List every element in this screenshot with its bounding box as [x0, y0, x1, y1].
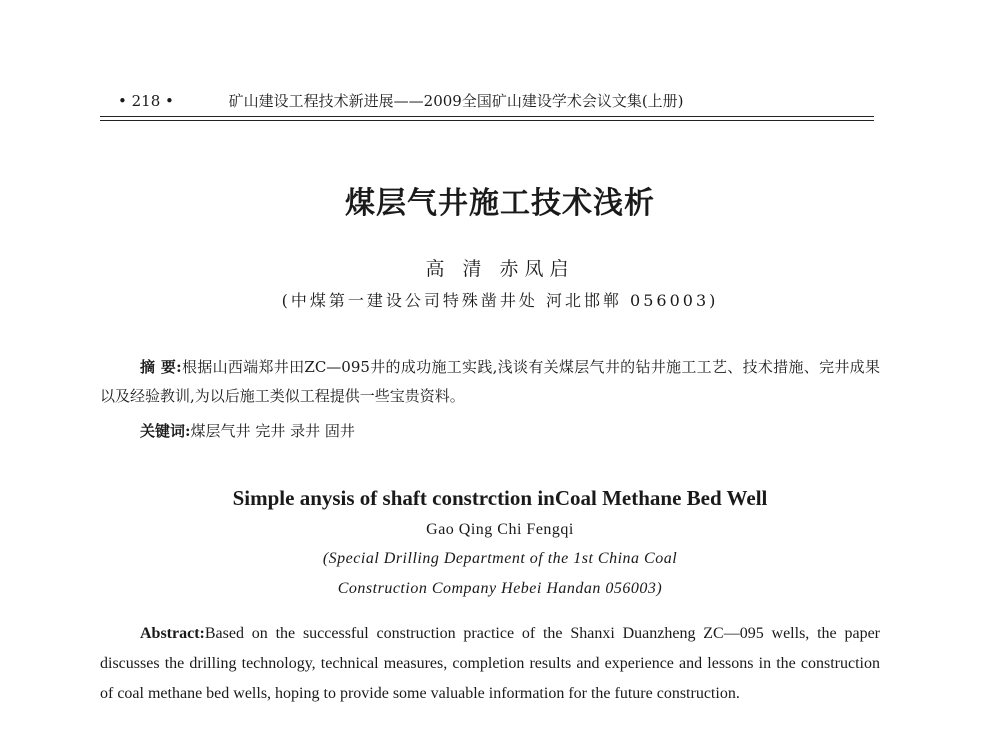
authors-cn: 高 清 赤凤启 [425, 258, 575, 280]
keywords-cn [140, 420, 355, 441]
abstract-text-en: Based on the successful construction practice of the Shanxi Duanzheng ZC—095 wells, the paper discusses the drilling technology, technical measures, completion results and experience and lessons in the construction of coal methane bed wells, hoping to provide some valuable information for the future construction. [100, 625, 880, 702]
page-number: • 218 • [118, 92, 174, 110]
running-header [118, 90, 684, 111]
affiliation-en-line1: (Special Drilling Department of the 1st China Coal [322, 550, 678, 567]
keywords-text-cn: 煤层气井 完井 录井 固井 [190, 422, 355, 440]
paper-title-cn: 煤层气井施工技术浅析 [345, 186, 655, 221]
keywords-label-cn: 关键词: [140, 422, 191, 440]
paper-title-en: Simple anysis of shaft constrction inCoal Methane Bed Well [232, 486, 768, 510]
header-rule-thin [100, 120, 874, 121]
running-title: 矿山建设工程技术新进展——2009全国矿山建设学术会议文集(上册) [228, 92, 684, 110]
affiliation-en-line2: Construction Company Hebei Handan 056003) [337, 580, 663, 597]
affiliation-cn: (中煤第一建设公司特殊凿井处 河北邯郸 056003) [281, 291, 719, 310]
abstract-en [100, 619, 880, 709]
header-rule [100, 116, 874, 117]
abstract-label-cn: 摘 要: [140, 358, 182, 376]
abstract-text-cn: 根据山西端郑井田ZC—095井的成功施工实践,浅谈有关煤层气井的钻井施工工艺、技术措施、完井成果以及经验教训,为以后施工类似工程提供一些宝贵资料。 [100, 358, 880, 405]
abstract-cn [100, 353, 880, 411]
abstract-label-en: Abstract: [140, 625, 205, 642]
authors-en: Gao Qing Chi Fengqi [426, 521, 574, 538]
